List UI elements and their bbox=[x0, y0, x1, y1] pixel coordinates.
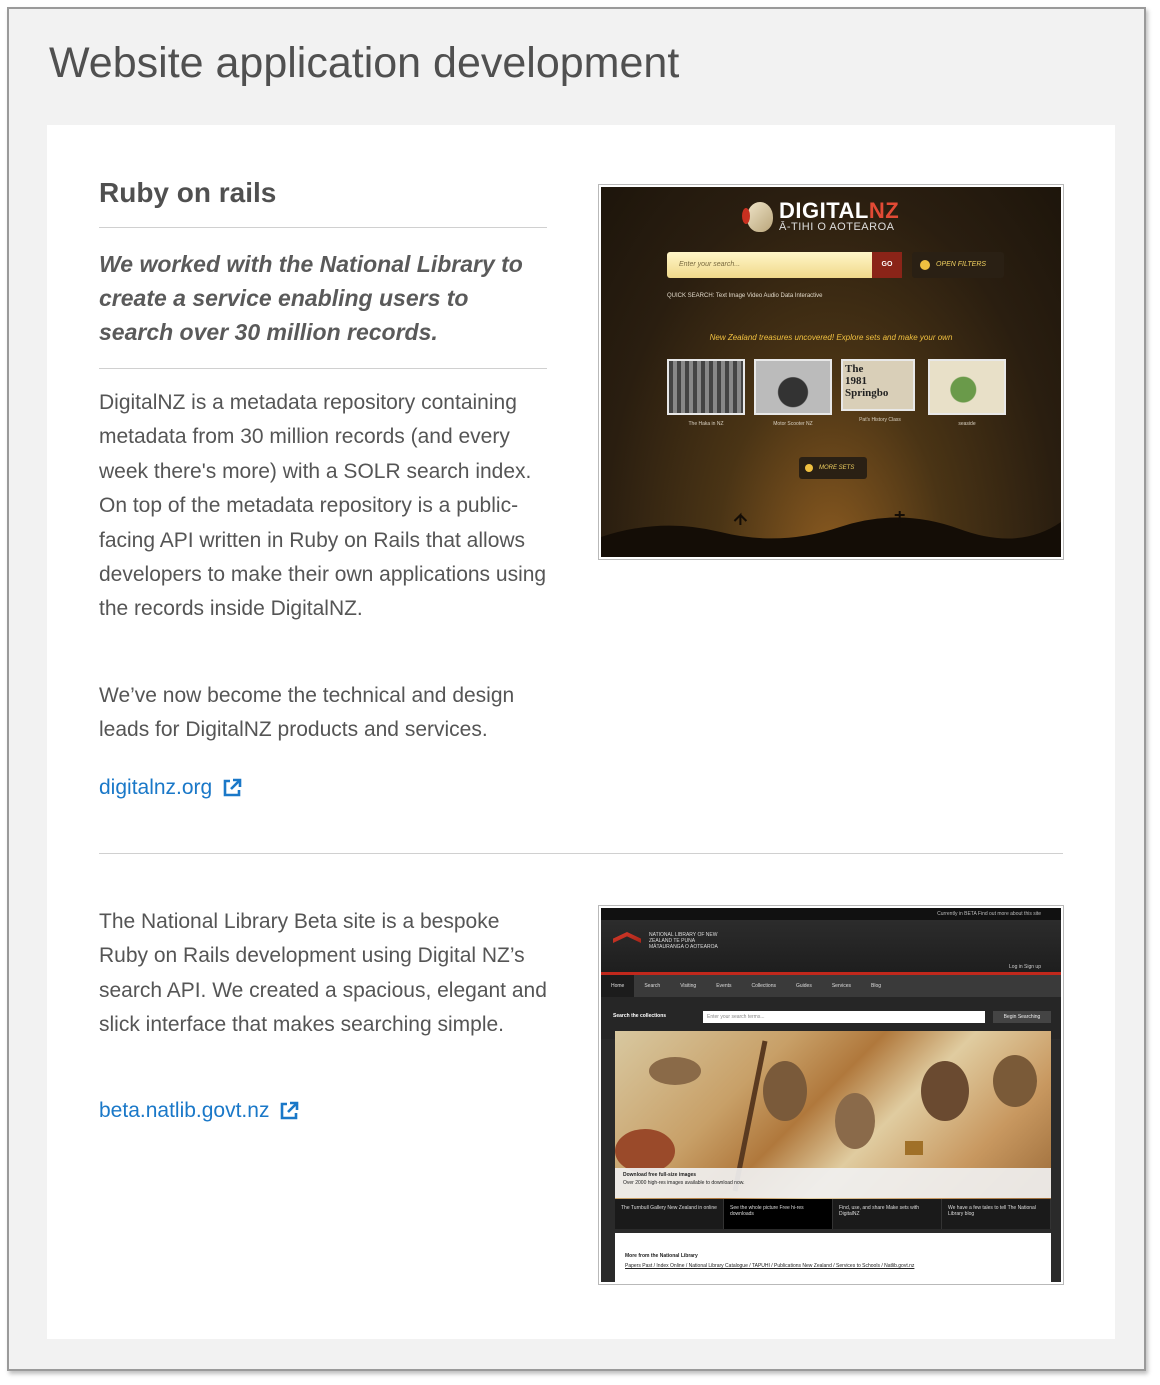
nl-nav-item: Services bbox=[831, 983, 852, 989]
nl-footer bbox=[601, 1233, 1061, 1282]
divider bbox=[99, 227, 547, 228]
logo-word: DIGITAL bbox=[779, 198, 869, 223]
nl-logo bbox=[613, 932, 719, 954]
nl-nav-item: Home bbox=[601, 975, 634, 997]
dnz-search-input: Enter your search... bbox=[667, 252, 872, 278]
digitalnz-link[interactable] bbox=[99, 776, 242, 800]
content-panel bbox=[47, 125, 1115, 1339]
nl-footer-title: More from the National Library bbox=[625, 1253, 698, 1259]
divider bbox=[99, 368, 547, 369]
link-label: beta.natlib.govt.nz bbox=[99, 1099, 270, 1122]
nl-header bbox=[601, 920, 1061, 972]
external-link-icon bbox=[279, 1101, 299, 1121]
nl-nav-item: Visiting bbox=[680, 983, 697, 989]
nl-hero-caption bbox=[615, 1168, 1051, 1198]
description-paragraph: The National Library Beta site is a bespoke Ruby on Rails development using Digital NZ’s search API. We created a spacious, elegant and slick interface that makes searching simple. bbox=[99, 910, 547, 1037]
dnz-thumb bbox=[754, 359, 832, 427]
nl-logo-text: NATIONAL LIBRARY OF NEW ZEALAND TE PUNA MĀTAURANGA O AOTEAROA bbox=[649, 932, 718, 950]
thumb-caption: Pat's History Class bbox=[859, 417, 901, 423]
section-heading: Ruby on rails bbox=[99, 177, 277, 208]
nl-nav-item: Events bbox=[716, 983, 732, 989]
logo-subtitle: Ā-TIHI O AOTEAROA bbox=[779, 221, 895, 233]
dnz-open-filters: OPEN FILTERS bbox=[912, 252, 1004, 278]
nl-feature-tiles bbox=[615, 1199, 1051, 1229]
page-title: Website application development bbox=[49, 39, 680, 87]
dnz-thumbnails bbox=[667, 359, 1006, 427]
description-paragraph: DigitalNZ is a metadata repository containing metadata from 30 million records (and every week there's more) with a SOLR search index. On top of the metadata repository is a public-facing API written in Ruby on Rails that allows developers to make their own applications using the records inside DigitalNZ. bbox=[99, 391, 547, 621]
nl-search-label: Search the collections bbox=[613, 1013, 667, 1019]
nl-nav-item: Collections bbox=[751, 983, 776, 989]
logo-word-accent: NZ bbox=[868, 198, 900, 223]
nl-tile: The Turnbull Gallery New Zealand in online bbox=[615, 1199, 724, 1229]
digitalnz-mark-icon bbox=[747, 202, 773, 232]
nl-nav bbox=[601, 975, 1061, 997]
nl-nav-item: Search bbox=[644, 983, 661, 989]
dnz-thumb bbox=[667, 359, 745, 427]
dnz-tagline: New Zealand treasures uncovered! Explore sets and make your own bbox=[709, 333, 953, 342]
natlib-link[interactable] bbox=[99, 1099, 299, 1123]
nl-caption-title: Download free full-size images bbox=[623, 1172, 697, 1178]
digitalnz-screenshot bbox=[598, 184, 1064, 560]
nl-tile: Find, use, and share Make sets with DigitalNZ bbox=[833, 1199, 942, 1229]
dnz-quick-search: QUICK SEARCH: Text Image Video Audio Data Interactive bbox=[667, 293, 823, 299]
landscape-silhouette bbox=[601, 487, 1061, 557]
page-frame bbox=[7, 7, 1146, 1371]
thumb-caption: seaside bbox=[958, 421, 976, 427]
nl-tile: We have a few tales to tell The National Library blog bbox=[942, 1199, 1051, 1229]
nl-tile: See the whole picture Free hi-res downloads bbox=[724, 1199, 833, 1229]
digitalnz-screenshot-image bbox=[601, 187, 1061, 557]
link-label: digitalnz.org bbox=[99, 776, 213, 799]
nl-beta-bar: Currently in BETA Find out more about this site bbox=[601, 908, 1061, 920]
dnz-thumb bbox=[928, 359, 1006, 427]
nl-search-button: Begin Searching bbox=[993, 1011, 1051, 1023]
digitalnz-logo bbox=[747, 198, 900, 233]
external-link-icon bbox=[222, 778, 242, 798]
natlib-screenshot bbox=[598, 905, 1064, 1285]
nl-search-input: Enter your search terms... bbox=[703, 1011, 985, 1023]
dnz-more-sets: MORE SETS bbox=[799, 457, 867, 479]
thumb-caption: Motor Scooter NZ bbox=[773, 421, 813, 427]
nl-caption-text: Over 2000 high-res images available to download now. bbox=[623, 1180, 745, 1186]
nl-footer-content bbox=[615, 1233, 1051, 1282]
section-divider bbox=[99, 853, 1063, 854]
nl-nav-item: Guides bbox=[795, 983, 812, 989]
nl-nav-item: Blog bbox=[871, 983, 882, 989]
thumb-caption: The Haka in NZ bbox=[688, 421, 724, 427]
nl-logo-mark-icon bbox=[613, 932, 641, 954]
description-paragraph: We’ve now become the technical and design leads for DigitalNZ products and services. bbox=[99, 684, 515, 742]
dnz-go-button: GO bbox=[872, 252, 902, 278]
dnz-thumb: The 1981 Springbo Pat's History Class bbox=[841, 359, 919, 427]
natlib-screenshot-image bbox=[601, 908, 1061, 1282]
nl-login: Log in Sign up bbox=[1009, 964, 1041, 970]
lead-text: We worked with the National Library to create a service enabling users to search over 30 million records. bbox=[99, 251, 523, 345]
nl-footer-links: Papers Past / Index Online / National Library Catalogue / TAPUHI / Publications New Zealand / Services to Schools / Natlib.govt.nz bbox=[625, 1263, 915, 1269]
